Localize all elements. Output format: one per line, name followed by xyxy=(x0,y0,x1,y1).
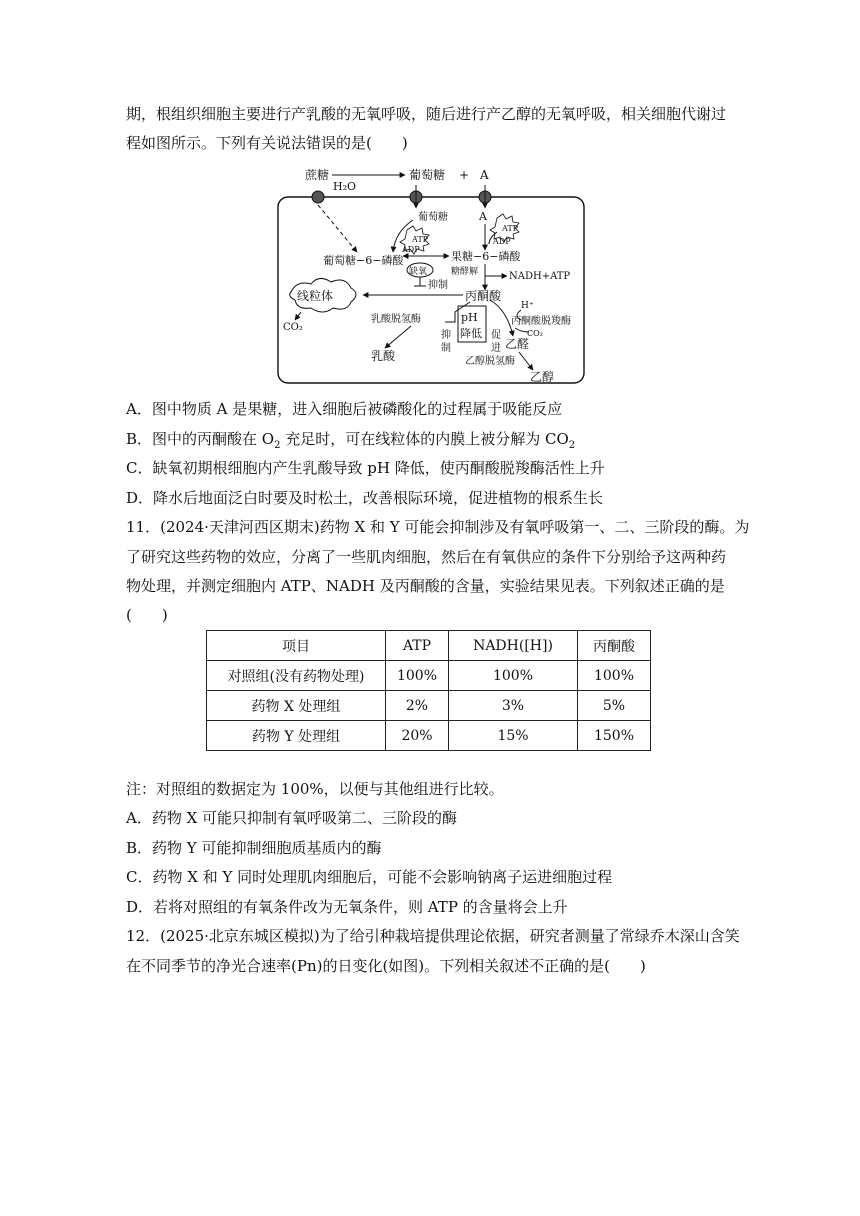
q11-option-d: D．若将对照组的有氧条件改为无氧条件，则 ATP 的含量将会上升 xyxy=(126,898,568,916)
table-cell: 2% xyxy=(386,691,449,721)
q10-option-a: A．图中物质 A 是果糖，进入细胞后被磷酸化的过程属于吸能反应 xyxy=(126,400,563,418)
q11-option-a: A．药物 X 可能只抑制有氧呼吸第二、三阶段的酶 xyxy=(126,809,458,827)
table-cell: 3% xyxy=(449,691,578,721)
label-ldh: 乳酸脱氢酶 xyxy=(371,314,421,325)
table-cell: 100% xyxy=(449,661,578,691)
table-header: NADH([H]) xyxy=(449,631,578,661)
q11-stem-line-1: 11．(2024·天津河西区期末)药物 X 和 Y 可能会抑制涉及有氧呼吸第一、二、三阶段的酶。为 xyxy=(126,518,750,536)
label-lactate: 乳酸 xyxy=(371,349,396,363)
label-ph: pH xyxy=(461,311,478,324)
label-co2-pdc: CO₂ xyxy=(527,329,543,338)
q11-stem-line-3: 物处理，并测定细胞内 ATP、NADH 及丙酮酸的含量，实验结果见表。下列叙述正确的是 xyxy=(126,577,725,595)
label-promote-b: 进 xyxy=(491,343,501,354)
sucrose-transporter xyxy=(312,191,324,203)
q10-option-c: C．缺氧初期根细胞内产生乳酸导致 pH 降低，使丙酮酸脱羧酶活性上升 xyxy=(126,459,605,477)
label-atp-2: ATP xyxy=(502,224,519,233)
label-co2-mito: CO₂ xyxy=(283,322,303,333)
q12-stem-line-2: 在不同季节的净光合速率(Pn)的日变化(如图)。下列相关叙述不正确的是( ) xyxy=(126,957,646,975)
label-hypoxia: 缺氧 xyxy=(409,267,428,277)
table-header: 项目 xyxy=(207,631,386,661)
table-cell: 100% xyxy=(386,661,449,691)
table-header: ATP xyxy=(386,631,449,661)
q10-stem-line-2: 程如图所示。下列有关说法错误的是( ) xyxy=(126,134,408,152)
table-cell: 150% xyxy=(578,721,651,751)
label-a-inside: A xyxy=(479,210,487,223)
label-adh: 乙醇脱氢酶 xyxy=(465,356,515,367)
table-row xyxy=(207,661,651,691)
label-water: H₂O xyxy=(333,180,357,193)
label-f6p: 果糖−6−磷酸 xyxy=(451,250,521,263)
metabolism-diagram xyxy=(275,160,587,386)
table-cell: 5% xyxy=(578,691,651,721)
table-row xyxy=(207,721,651,751)
table-cell: 100% xyxy=(578,661,651,691)
table-cell: 对照组(没有药物处理) xyxy=(207,661,386,691)
label-ethanol: 乙醇 xyxy=(530,370,555,384)
label-inhibit-2b: 制 xyxy=(441,343,451,354)
label-pdc: 丙酮酸脱羧酶 xyxy=(511,316,571,327)
table-header-row xyxy=(207,631,651,661)
label-a-outside: A xyxy=(480,168,489,182)
label-inhibit-1: 抑制 xyxy=(428,280,448,291)
table-header: 丙酮酸 xyxy=(578,631,651,661)
q11-stem-line-2: 了研究这些药物的效应，分离了一些肌肉细胞，然后在有氧供应的条件下分别给予这两种药 xyxy=(126,548,727,566)
label-glucose-outside: 葡萄糖 xyxy=(409,168,446,182)
label-lower: 降低 xyxy=(460,327,482,340)
label-adp-2: ADP xyxy=(493,237,511,246)
label-atp-1: ATP xyxy=(412,235,429,244)
label-glucose-inside: 葡萄糖 xyxy=(418,212,448,223)
table-cell: 药物 X 处理组 xyxy=(207,691,386,721)
q11-stem-line-4: ( ) xyxy=(126,606,168,624)
q11-table-note: 注：对照组的数据定为 100%，以便与其他组进行比较。 xyxy=(126,780,504,798)
label-plus: + xyxy=(459,168,470,182)
q10-option-d: D．降水后地面泛白时要及时松土，改善根际环境，促进植物的根系生长 xyxy=(126,489,604,507)
label-hplus: H⁺ xyxy=(521,301,534,311)
label-adp-1: ADP xyxy=(402,245,420,254)
q10-stem-line-1: 期，根组织细胞主要进行产乳酸的无氧呼吸，随后进行产乙醇的无氧呼吸，相关细胞代谢过 xyxy=(126,105,727,123)
label-mitochondrion: 线粒体 xyxy=(297,289,334,303)
table-cell: 药物 Y 处理组 xyxy=(207,721,386,751)
label-nadh-atp: NADH+ATP xyxy=(509,271,571,282)
label-acetaldehyde: 乙醛 xyxy=(505,337,530,351)
label-promote-a: 促 xyxy=(491,330,501,341)
table-cell: 20% xyxy=(386,721,449,751)
q12-stem-line-1: 12．(2025·北京东城区模拟)为了给引种栽培提供理论依据，研究者测量了常绿乔木深山含笑 xyxy=(126,927,740,945)
label-inhibit-2a: 抑 xyxy=(441,330,451,341)
label-glycolysis: 糖酵解 xyxy=(451,267,479,277)
results-table xyxy=(206,630,651,751)
q11-option-c: C．药物 X 和 Y 同时处理肌肉细胞后，可能不会影响钠离子运进细胞过程 xyxy=(126,868,613,886)
q10-option-b: B．图中的丙酮酸在 $O_2$ 充足时，可在线粒体的内膜上被分解为 $CO_2$ xyxy=(126,430,576,451)
label-pyruvate: 丙酮酸 xyxy=(465,289,502,303)
table-cell: 15% xyxy=(449,721,578,751)
label-g6p: 葡萄糖−6−磷酸 xyxy=(323,254,404,267)
label-sucrose: 蔗糖 xyxy=(305,168,330,182)
q11-option-b: B．药物 Y 可能抑制细胞质基质内的酶 xyxy=(126,839,382,857)
table-row xyxy=(207,691,651,721)
